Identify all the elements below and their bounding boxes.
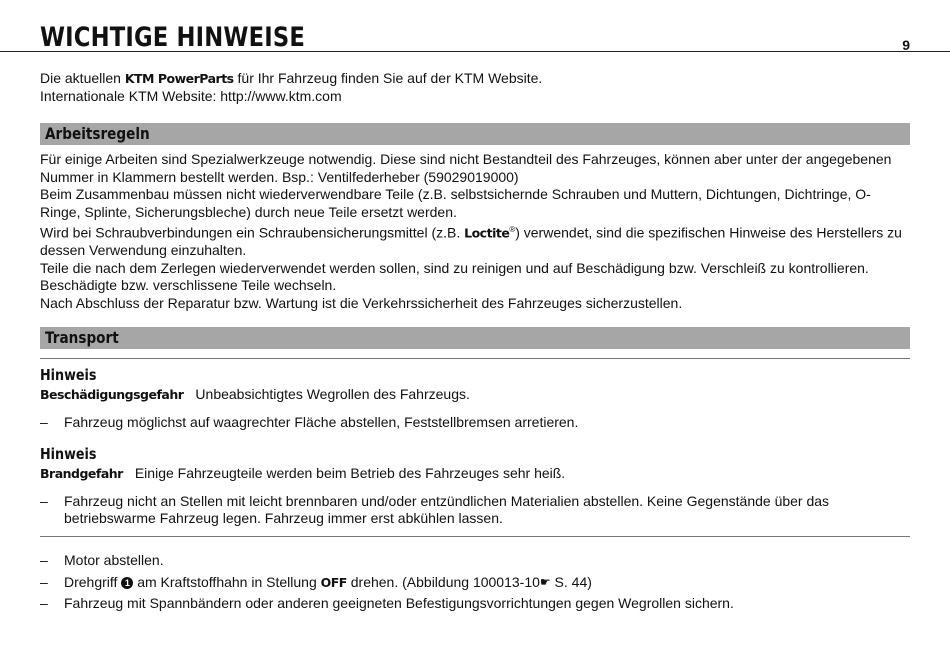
page-number: 9 — [902, 37, 910, 53]
intro-line-1: Die aktuellen KTM PowerParts für Ihr Fahrzeug finden Sie auf der KTM Website. — [40, 70, 543, 86]
registered-mark: ® — [509, 225, 516, 234]
divider — [40, 536, 910, 537]
hint-label: Brandgefahr — [40, 465, 123, 481]
off-bold: OFF — [320, 574, 347, 590]
page-header — [0, 0, 950, 52]
paragraph: Wird bei Schraubverbindungen ein Schraubensicherungsmittel (z.B. Loctite®) verwendet, sind die spezifischen Hinweise des Herstellers zu dessen Verwendung einzuhalten. — [40, 224, 902, 259]
hint-line: Beschädigungsgefahr Unbeabsichtigtes Wegrollen des Fahrzeugs. — [40, 385, 470, 402]
hint-title: Hinweis — [40, 445, 97, 463]
paragraph: Beim Zusammenbau müssen nicht wiederverwendbare Teile (z.B. selbstsichernde Schrauben und Muttern, Dichtungen, Dichtringe, O-Ringe, Splinte, Sicherungsbleche) durch neue Teile ersetzt werden. — [40, 186, 871, 220]
paragraph: Nach Abschluss der Reparatur bzw. Wartung ist die Verkehrssicherheit des Fahrzeuges sicherzustellen. — [40, 294, 683, 311]
dash-bullet: – — [40, 573, 48, 590]
list-item: – Fahrzeug möglichst auf waagrechter Fläche abstellen, Feststellbremsen arretieren. — [40, 413, 579, 430]
list-item: – Fahrzeug nicht an Stellen mit leicht brennbaren und/oder entzündlichen Materialien abstellen. Keine Gegenstände über das betriebswarme Fahrzeug legen. Fahrzeug immer erst abkühlen lassen. — [40, 492, 830, 526]
section-title: Transport — [45, 328, 119, 347]
dash-bullet: – — [40, 413, 48, 430]
transport-steps — [40, 552, 910, 613]
page-title: WICHTIGE HINWEISE — [40, 22, 306, 53]
hint-line: Brandgefahr Einige Fahrzeugteile werden beim Betrieb des Fahrzeuges sehr heiß. — [40, 464, 566, 481]
loctite-bold: Loctite — [464, 225, 510, 241]
hint-title: Hinweis — [40, 366, 97, 384]
dash-bullet: – — [40, 492, 48, 509]
hint-box-brand — [40, 445, 910, 528]
section-title: Arbeitsregeln — [45, 124, 150, 143]
ktm-powerparts-bold: KTM PowerParts — [124, 71, 234, 86]
paragraph: Teile die nach dem Zerlegen wiederverwendet werden sollen, sind zu reinigen und auf Beschädigung bzw. Verschleiß zu kontrollieren. Beschädigte bzw. verschlissene Teile wechseln. — [40, 259, 869, 294]
section-header-arbeitsregeln — [40, 123, 910, 145]
list-item: – Motor abstellen. — [40, 552, 164, 568]
intro-block — [40, 70, 910, 105]
list-item: – Fahrzeug mit Spannbändern oder anderen geeigneten Befestigungsvorrichtungen gegen Wegrollen sichern. — [40, 595, 734, 611]
intro-line-2: Internationale KTM Website: http://www.ktm.com — [40, 87, 342, 104]
paragraph: Für einige Arbeiten sind Spezialwerkzeuge notwendig. Diese sind nicht Bestandteil des Fahrzeuges, können aber unter der angegebenen Nummer in Klammern bestellt werden. Bsp.: Ventilfederheber (59029019000) — [40, 151, 892, 185]
dash-bullet: – — [40, 595, 48, 611]
section-header-transport — [40, 327, 910, 349]
callout-number-icon: 1 — [121, 577, 133, 589]
pointing-hand-icon: ☛ — [539, 574, 551, 589]
dash-bullet: – — [40, 552, 48, 568]
arbeitsregeln-body — [40, 151, 910, 312]
hint-box-beschaedigung — [40, 366, 910, 431]
list-item: – Drehgriff 1 am Kraftstoffhahn in Stellung OFF drehen. (Abbildung 100013-10☛ S. 44) — [40, 573, 592, 590]
hint-label: Beschädigungsgefahr — [40, 386, 184, 402]
divider — [40, 358, 910, 359]
